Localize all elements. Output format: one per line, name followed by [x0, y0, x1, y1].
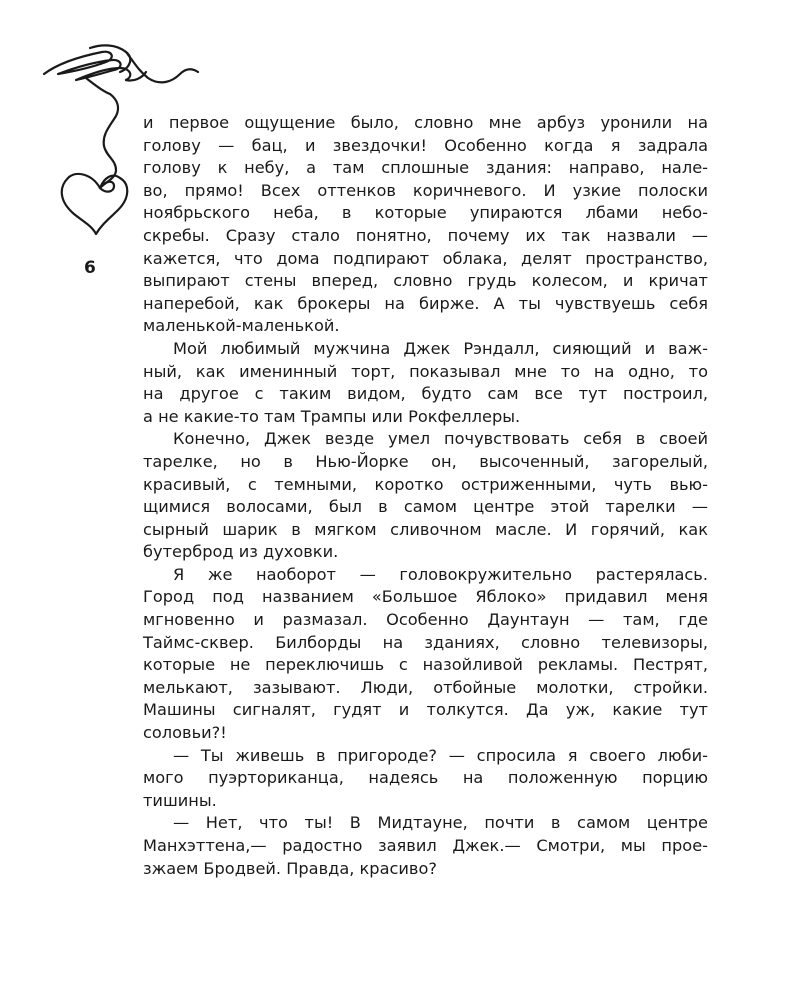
text-line: бутерброд из духовки.: [143, 542, 339, 562]
text-line: которые не переключишь с назойливой рекламы. Пестрят,: [143, 655, 708, 675]
text-line: а не какие-то там Трампы или Рокфеллеры.: [143, 406, 521, 426]
text-line: ный, как именинный торт, показывал мне то на одно, то: [143, 361, 708, 381]
text-line: и первое ощущение было, словно мне арбуз уронили на: [143, 113, 708, 132]
text-line: голову — бац, и звездочки! Особенно когда я задрала: [143, 135, 708, 155]
text-line: зжаем Бродвей. Правда, красиво?: [143, 858, 437, 878]
text-line: наперебой, как брокеры на бирже. А ты чувствуешь себя: [143, 293, 708, 313]
body-text: [143, 112, 708, 880]
text-line: тарелке, но в Нью-Йорке он, высоченный, загорелый,: [143, 451, 708, 471]
text-line: во, прямо! Всех оттенков коричневого. И узкие полоски: [143, 180, 708, 200]
text-line: мелькают, зазывают. Люди, отбойные молотки, стройки.: [143, 677, 708, 697]
text-line: на другое с таким видом, будто сам все тут построил,: [143, 384, 708, 404]
text-line: мого пуэрториканца, надеясь на положенную порцию: [143, 768, 708, 788]
text-line: кажется, что дома подпирают облака, делят пространство,: [143, 248, 708, 268]
text-line: ноябрьского неба, в которые упираются лбами небо-: [143, 203, 708, 223]
text-line: тишины.: [143, 790, 217, 810]
text-line: мгновенно и размазал. Особенно Даунтаун — там, где: [143, 610, 708, 630]
text-line: голову к небу, а там сплошные здания: направо, нале-: [143, 158, 708, 178]
text-line: красивый, с темными, коротко остриженными, чуть вью-: [143, 474, 708, 494]
text-line: Машины сигналят, гудят и толкутся. Да уж, какие тут: [143, 700, 708, 720]
text-line: скребы. Сразу стало понятно, почему их так назвали —: [143, 225, 708, 245]
text-line: Город под названием «Большое Яблоко» придавил меня: [143, 587, 708, 607]
text-line: щимися волосами, был в самом центре этой тарелки —: [143, 497, 708, 517]
text-line: Мой любимый мужчина Джек Рэндалл, сияющий и важ-: [173, 338, 708, 358]
page-number: 6: [84, 258, 96, 278]
text-line: Таймс-сквер. Билборды на зданиях, словно телевизоры,: [143, 632, 708, 652]
text-line: выпирают стены вперед, словно грудь колесом, и кричат: [143, 271, 708, 291]
text-line: сырный шарик в мягком сливочном масле. И горячий, как: [143, 519, 708, 539]
text-line: Я же наоборот — головокружительно растерялась.: [173, 564, 708, 584]
text-line: маленькой-маленькой.: [143, 316, 340, 336]
text-line: Манхэттена,— радостно заявил Джек.— Смотри, мы прое-: [143, 836, 708, 855]
text-line: — Ты живешь в пригороде? — спросила я своего люби-: [173, 745, 708, 765]
text-line: Конечно, Джек везде умел почувствовать себя в своей: [173, 429, 708, 449]
text-line: соловьи?!: [143, 723, 227, 743]
text-line: — Нет, что ты! В Мидтауне, почти в самом центре: [173, 813, 708, 833]
